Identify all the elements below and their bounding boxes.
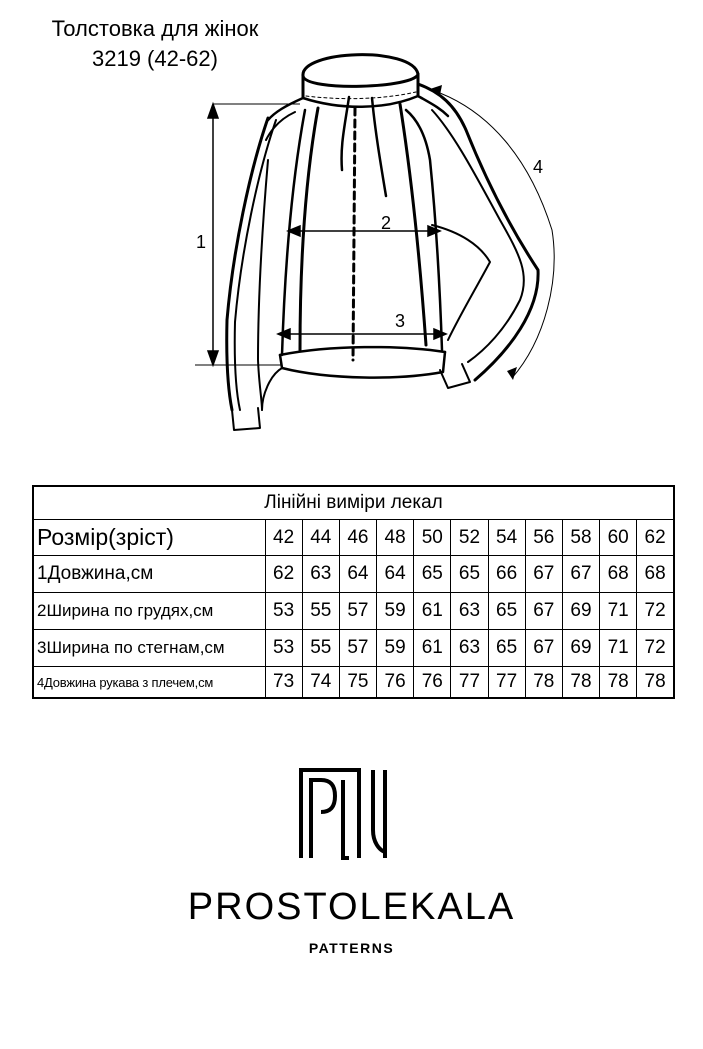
value-cell: 57 (339, 630, 376, 667)
table-row (33, 520, 674, 556)
value-cell: 68 (600, 556, 637, 593)
value-cell: 65 (414, 556, 451, 593)
table-row (33, 593, 674, 630)
row-label: 1Довжина,см (33, 556, 265, 593)
value-cell: 64 (339, 556, 376, 593)
value-cell: 64 (377, 556, 414, 593)
brand-name: PROSTOLEKALA (187, 886, 516, 928)
value-cell: 73 (265, 667, 302, 699)
size-table (32, 485, 675, 699)
value-cell: 78 (562, 667, 599, 699)
row-label: 3Ширина по стегнам,см (33, 630, 265, 667)
size-cell: 48 (377, 520, 414, 556)
value-cell: 68 (637, 556, 674, 593)
measure-label-3: 3 (395, 311, 406, 331)
value-cell: 61 (414, 630, 451, 667)
value-cell: 63 (451, 593, 488, 630)
table-row (33, 630, 674, 667)
size-cell: 50 (414, 520, 451, 556)
value-cell: 59 (377, 593, 414, 630)
value-cell: 77 (488, 667, 525, 699)
brand-tagline: PATTERNS (308, 940, 395, 956)
value-cell: 61 (414, 593, 451, 630)
value-cell: 74 (302, 667, 339, 699)
model-code: 3219 (42-62) (92, 46, 218, 71)
value-cell: 71 (600, 593, 637, 630)
size-cell: 56 (525, 520, 562, 556)
row-label: Розмір(зріст) (33, 520, 265, 556)
brand-logo-icon (299, 768, 387, 860)
value-cell: 67 (525, 630, 562, 667)
row-label: 4Довжина рукава з плечем,см (33, 667, 265, 699)
size-cell: 60 (600, 520, 637, 556)
size-cell: 52 (451, 520, 488, 556)
size-cell: 46 (339, 520, 376, 556)
value-cell: 65 (451, 556, 488, 593)
page-title: Толстовка для жінок (51, 16, 259, 41)
value-cell: 76 (414, 667, 451, 699)
value-cell: 66 (488, 556, 525, 593)
size-cell: 62 (637, 520, 674, 556)
size-cell: 58 (562, 520, 599, 556)
value-cell: 78 (637, 667, 674, 699)
hoodie-sketch (0, 0, 703, 470)
value-cell: 65 (488, 630, 525, 667)
value-cell: 69 (562, 630, 599, 667)
size-cell: 42 (265, 520, 302, 556)
value-cell: 53 (265, 630, 302, 667)
value-cell: 69 (562, 593, 599, 630)
value-cell: 77 (451, 667, 488, 699)
value-cell: 59 (377, 630, 414, 667)
table-row (33, 556, 674, 593)
value-cell: 78 (525, 667, 562, 699)
value-cell: 75 (339, 667, 376, 699)
value-cell: 63 (451, 630, 488, 667)
value-cell: 53 (265, 593, 302, 630)
measure-label-1: 1 (196, 232, 207, 252)
value-cell: 55 (302, 630, 339, 667)
value-cell: 76 (377, 667, 414, 699)
value-cell: 78 (600, 667, 637, 699)
value-cell: 63 (302, 556, 339, 593)
value-cell: 65 (488, 593, 525, 630)
table-row (33, 667, 674, 699)
value-cell: 72 (637, 630, 674, 667)
size-cell: 54 (488, 520, 525, 556)
value-cell: 62 (265, 556, 302, 593)
measure-label-2: 2 (381, 213, 392, 233)
value-cell: 72 (637, 593, 674, 630)
row-label: 2Ширина по грудях,см (33, 593, 265, 630)
table-caption: Лінійні виміри лекал (33, 486, 674, 520)
value-cell: 71 (600, 630, 637, 667)
size-cell: 44 (302, 520, 339, 556)
value-cell: 67 (525, 593, 562, 630)
measure-label-4: 4 (533, 157, 544, 177)
value-cell: 67 (562, 556, 599, 593)
value-cell: 55 (302, 593, 339, 630)
value-cell: 57 (339, 593, 376, 630)
value-cell: 67 (525, 556, 562, 593)
